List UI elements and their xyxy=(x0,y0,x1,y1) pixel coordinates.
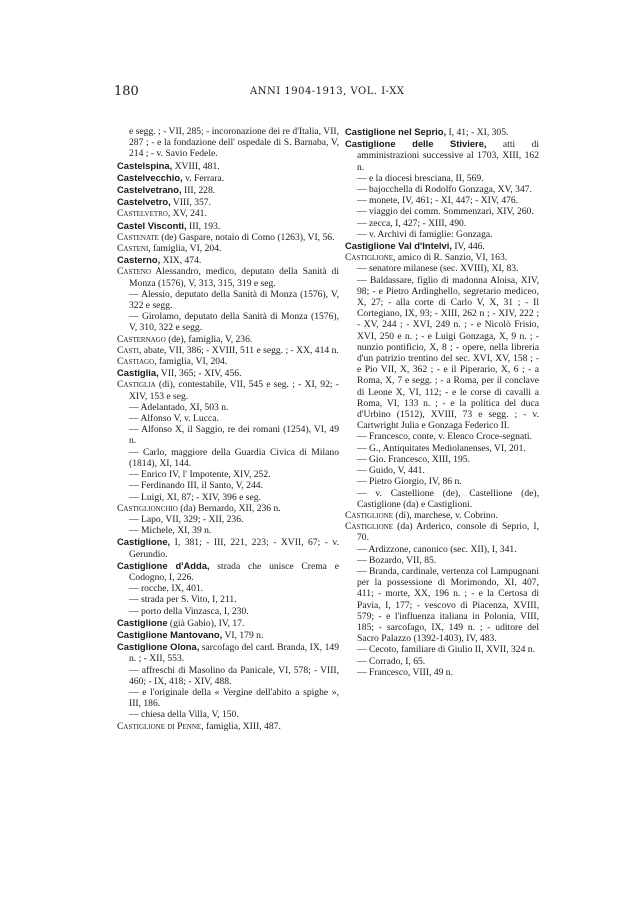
index-entry xyxy=(117,424,339,446)
index-entry xyxy=(117,709,339,720)
entry-headword: Casterno, xyxy=(117,254,161,266)
entry-text: (di), contestabile, VII, 545 e seg. ; - XI, 92; - XIV, 153 e seg. xyxy=(129,379,339,402)
entry-text: — Guido, V, 441. xyxy=(357,465,425,477)
entry-text: — Corrado, I, 65. xyxy=(357,655,426,667)
index-entry xyxy=(117,266,339,288)
entry-headword: Castelvetro, xyxy=(117,196,171,208)
index-entry xyxy=(117,594,339,605)
entry-text: XVIII, 481. xyxy=(172,160,220,172)
entry-text: — e la diocesi bresciana, II, 569. xyxy=(357,172,484,184)
entry-text: abate, VII, 386; - XVIII, 511 e segg. ; - XX, 414 n. xyxy=(141,344,339,356)
entry-headword: Castiglione xyxy=(345,521,394,533)
entry-headword: Castiglia, xyxy=(117,367,159,379)
entry-text: — Luigi, XI, 87; - XIV, 396 e seg. xyxy=(129,491,261,503)
entry-headword: Castelspina, xyxy=(117,159,173,171)
entry-headword: Castiglione xyxy=(345,509,394,521)
entry-text: — porto della Vinzasca, I, 230. xyxy=(129,605,249,617)
entry-headword: Casti, xyxy=(117,344,142,356)
entry-text: v. Ferrara. xyxy=(182,172,225,184)
entry-text: — Carlo, maggiore della Guardia Civica di Milano (1814), XI, 144. xyxy=(129,446,339,469)
index-entry xyxy=(117,480,339,491)
index-entry xyxy=(117,367,339,379)
entry-text: — Baldassare, figlio di madonna Aloisa, XIV, 98; - e Pietro Ardinghello, segretario mediceo, X, 27; - alla corte di Carlo V, X, 31 ; - Il Cortegiano, IX, 93; - XIII, 262 n ; - XIV, 222 ; - XV, 244 ; - XVI, 249 n. ; - e Nicolò Frisio, XVI, 250 e n. ; - e Luigi Gonzaga, X, 9 n. ; - nunzio pontificio, X, 8 ; - opere, nella libreria d'un patrizio trentino del sec. XVI, XV, 158 ; - e Pio VII, X, 362 ; - e il Piperario, X, 6 ; - a Roma, X, 7 e segg. ; - a Roma, per il conclave di Leone X, VI, 112; - e le corse di cavalli a Roma, VI, 133 n. ; - e la politica del duca d'Urbino (1512), XVIII, 73 e segg. ; - v. Cartwright Julia e Gonzaga Federico II. xyxy=(357,274,539,432)
index-entry xyxy=(117,665,339,687)
index-entry xyxy=(117,560,339,583)
entry-text: — rocche, IX, 401. xyxy=(129,583,204,595)
entry-headword: Castiglionchio xyxy=(117,502,178,514)
index-entry xyxy=(345,555,539,566)
index-entry xyxy=(345,184,539,195)
entry-text: — Branda, cardinale, vertenza col Lampugnani per la possessione di Morimondo, XI, 407, 411; - morte, XX, 196 n. ; - e la Certosa di Pavia, I, 177; - vescovo di Piacenza, XVIII, 579; - e l'influenza italiana in Polonia, VIII, 185; - sarcofago, IX, 149 n. ; - uditore del Sacro Palazzo (1392-1403), IV, 483. xyxy=(357,565,539,645)
entry-text: (già Gabio), IV, 17. xyxy=(167,617,245,629)
entry-text: (di), marchese, v. Cobrino. xyxy=(393,509,498,521)
entry-text: strada che unisce Crema e Codogno, I, 226. xyxy=(129,560,339,583)
entry-text: famiglia, VI, 204. xyxy=(150,243,222,255)
entry-headword: Castiglione nel Seprio, xyxy=(345,126,447,137)
page-number: 180 xyxy=(114,84,139,99)
index-entry xyxy=(345,443,539,454)
index-entry xyxy=(117,641,339,664)
index-entry xyxy=(117,220,339,232)
left-column xyxy=(117,126,339,732)
entry-text: — affreschi di Masolino da Panicale, VI, 578; - VIII, 460; - IX, 418; - XIV, 488. xyxy=(129,664,339,687)
index-entry xyxy=(345,240,539,252)
index-entry xyxy=(117,469,339,480)
index-entry xyxy=(345,510,539,521)
index-entry xyxy=(345,521,539,543)
index-entry xyxy=(117,721,339,732)
entry-text: — Alfonso V, v. Lucca. xyxy=(129,413,219,425)
index-entry xyxy=(117,196,339,208)
page-header xyxy=(114,84,538,100)
index-entry xyxy=(117,536,339,559)
entry-headword: Castiglione d'Adda, xyxy=(117,559,210,571)
index-entry xyxy=(345,465,539,476)
entry-text: VII, 365; - XIV, 456. xyxy=(158,368,242,380)
index-entry xyxy=(117,606,339,617)
index-entry xyxy=(117,629,339,641)
entry-headword: Casteno xyxy=(117,266,152,278)
index-entry xyxy=(117,232,339,243)
entry-text: atti di amministrazioni successive al 1703, XIII, 162 n. xyxy=(357,139,539,173)
entry-text: — Adelantado, XI, 503 n. xyxy=(129,401,229,413)
entry-text: — Pietro Giorgio, IV, 86 n. xyxy=(357,476,462,488)
running-title: ANNI 1904-1913, VOL. I-XX xyxy=(250,86,405,97)
entry-headword: Castiglia xyxy=(117,379,156,391)
index-entry xyxy=(345,275,539,432)
entry-headword: Castelvetrano, xyxy=(117,184,182,196)
entry-text: IV, 446. xyxy=(451,241,485,253)
entry-headword: Castiglione Olona, xyxy=(117,641,200,653)
index-entry xyxy=(345,431,539,442)
entry-text: — Francesco, VIII, 49 n. xyxy=(357,666,454,678)
index-entry xyxy=(117,402,339,413)
index-entry xyxy=(117,687,339,709)
entry-headword: Castiglione xyxy=(117,616,168,628)
entry-headword: Castiglione delle Stiviere, xyxy=(345,138,487,150)
entry-text: VIII, 357. xyxy=(170,197,211,209)
entry-text: — Ferdinando III, il Santo, V, 244. xyxy=(129,480,263,492)
index-entry xyxy=(117,184,339,196)
entry-text: — v. Archivi di famiglie: Gonzaga. xyxy=(357,228,493,240)
index-entry xyxy=(345,138,539,173)
entry-text: (da) Bernardo, XII, 236 n. xyxy=(177,502,281,514)
entry-headword: Castenate xyxy=(117,231,159,243)
entry-text: XV, 241. xyxy=(170,208,207,220)
entry-text: — Enrico IV, l' Impotente, XIV, 252. xyxy=(129,469,271,481)
index-entry xyxy=(117,583,339,594)
entry-text: (da) Arderico, console di Seprio, I, 70. xyxy=(357,521,539,544)
entry-headword: Castelvecchio, xyxy=(117,171,183,183)
index-entry xyxy=(345,195,539,206)
index-entry xyxy=(117,492,339,503)
entry-text: VI, 179 n. xyxy=(222,629,264,641)
entry-text: — monete, IV, 461; - XI, 447; - XIV, 476. xyxy=(357,195,519,207)
entry-text: — senatore milanese (sec. XVIII), XI, 83. xyxy=(357,263,519,275)
entry-text: — Michele, XI, 39 n. xyxy=(129,525,212,537)
entry-text: — chiesa della Villa, V, 150. xyxy=(129,709,239,721)
entry-text: — Gio. Francesco, XIII, 195. xyxy=(357,453,470,465)
index-entry xyxy=(117,172,339,184)
index-entry xyxy=(345,667,539,678)
entry-text: I, 381; - III, 221, 223; - XVII, 67; - v. Gerundio. xyxy=(129,537,339,560)
entry-text: e segg. ; - VII, 285; - incoronazione dei re d'Italia, VII, 287 ; - e la fondazione dell' ospedale di S. Barnaba, V, 214 ; - v. Savio Fedele. xyxy=(129,126,339,160)
index-entry xyxy=(345,656,539,667)
entry-text: — G., Antiquitates Mediolanenses, VI, 201. xyxy=(357,442,526,454)
entry-headword: Castelvetro, xyxy=(117,208,171,220)
entry-text: famiglia, XIII, 487. xyxy=(203,720,281,732)
entry-text: — Alfonso X, il Saggio, re dei romani (1254), VI, 49 n. xyxy=(129,424,339,447)
index-entry xyxy=(117,345,339,356)
entry-text: — zecca, I, 427; - XIII, 490. xyxy=(357,217,467,229)
entry-headword: Casternago xyxy=(117,333,166,345)
index-entry xyxy=(117,334,339,345)
entry-text: — Ardizzone, canonico (sec. XII), I, 341. xyxy=(357,543,517,555)
entry-text: — Girolamo, deputato della Sanità di Monza (1576), V, 310, 322 e segg. xyxy=(129,311,339,334)
right-column xyxy=(345,126,539,678)
index-entry xyxy=(117,356,339,367)
entry-text: famiglia, VI, 204. xyxy=(156,356,228,368)
index-entry xyxy=(345,454,539,465)
entry-text: — Lapo, VII, 329; - XII, 236. xyxy=(129,513,244,525)
entry-text: — v. Castellione (de), Castellione (de), Castiglione (da) e Castiglioni. xyxy=(357,487,539,510)
entry-headword: Castiglione, xyxy=(345,252,396,264)
entry-headword: Castiglione Val d'Intelvi, xyxy=(345,240,452,252)
index-entry xyxy=(345,566,539,644)
index-entry xyxy=(345,173,539,184)
entry-text: XIX, 474. xyxy=(160,255,202,267)
index-entry xyxy=(345,544,539,555)
index-entry xyxy=(345,206,539,217)
entry-text: — Cecoto, familiare di Giulio II, XVII, 324 n. xyxy=(357,644,535,656)
index-entry xyxy=(117,311,339,333)
index-entry xyxy=(345,229,539,240)
entry-text: Alessandro, medico, deputato della Sanità di Monza (1576), V, 313, 315, 319 e seg. xyxy=(129,266,339,289)
index-entry xyxy=(117,254,339,266)
index-entry xyxy=(345,263,539,274)
index-entry xyxy=(117,617,339,629)
entry-text: — strada per S. Vito, I, 211. xyxy=(129,594,237,606)
entry-headword: Castiago, xyxy=(117,356,157,368)
index-entry xyxy=(117,413,339,424)
entry-text: amico di R. Sanzio, VI, 163. xyxy=(395,252,508,264)
entry-text: (de), famiglia, V, 236. xyxy=(165,333,253,345)
index-entry xyxy=(117,379,339,401)
entry-text: sarcofago del card. Branda, IX, 149 n. ; - XII, 553. xyxy=(129,642,339,665)
entry-text: — bajocchella di Rodolfo Gonzaga, XV, 347. xyxy=(357,184,532,196)
entry-text: (de) Gaspare, notaio di Como (1263), VI, 56. xyxy=(158,231,335,243)
index-entry xyxy=(345,488,539,510)
entry-text: — viaggio dei comm. Sommenzari, XIV, 260. xyxy=(357,206,534,218)
entry-text: — Bozardo, VII, 85. xyxy=(357,554,437,566)
index-entry xyxy=(117,447,339,469)
entry-text: — Francesco, conte, v. Elenco Croce-segnati. xyxy=(357,431,532,443)
entry-headword: Casteni, xyxy=(117,243,151,255)
index-entry xyxy=(345,126,539,138)
entry-text: — Alessio, deputato della Sanità di Monza (1576), V, 322 e segg. xyxy=(129,288,339,312)
entry-headword: Castiglione di Penne, xyxy=(117,720,204,732)
index-entry xyxy=(117,525,339,536)
index-entry xyxy=(345,644,539,655)
index-entry xyxy=(117,208,339,219)
index-entry xyxy=(345,252,539,263)
index-entry xyxy=(117,160,339,172)
entry-text: III, 228. xyxy=(181,185,216,197)
entry-headword: Castel Visconti, xyxy=(117,219,187,231)
index-entry xyxy=(117,514,339,525)
entry-text: — e l'originale della « Vergine dell'abito a spighe », III, 186. xyxy=(129,686,339,710)
index-entry xyxy=(117,243,339,254)
index-entry xyxy=(117,126,339,160)
entry-headword: Castiglione Mantovano, xyxy=(117,628,223,640)
index-entry xyxy=(117,503,339,514)
entry-text: I, 41; - XI, 305. xyxy=(446,127,509,138)
index-entry xyxy=(345,476,539,487)
entry-text: III, 193. xyxy=(186,220,221,232)
index-entry xyxy=(345,218,539,229)
entry-headword: Castiglione, xyxy=(117,536,171,548)
index-entry xyxy=(117,289,339,311)
